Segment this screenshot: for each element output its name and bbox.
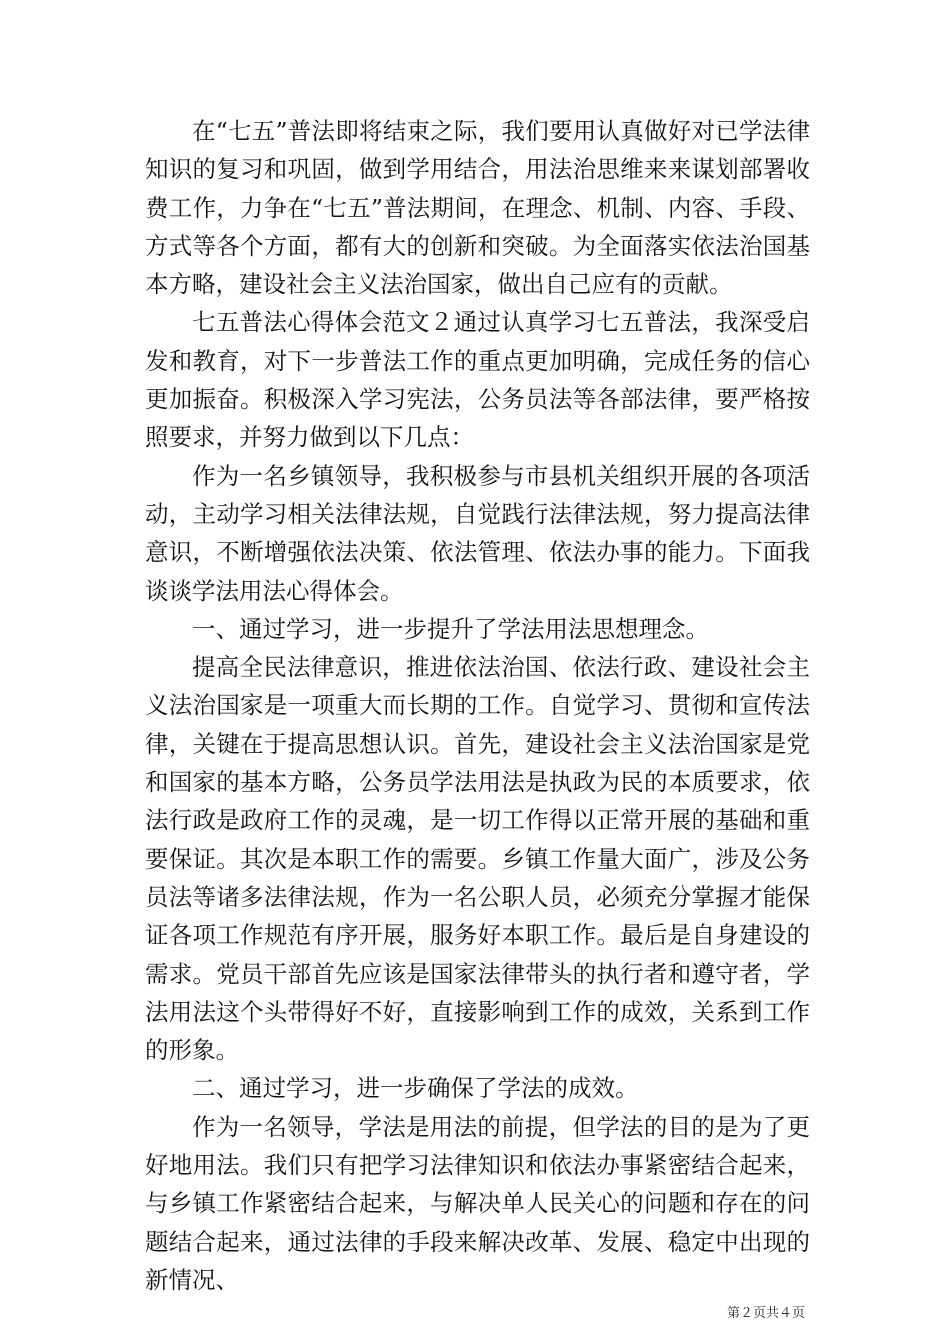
paragraph-2: 七五普法心得体会范文２通过认真学习七五普法，我深受启发和教育，对下一步普法工作的重点更加明确，完成任务的信心更加振奋。积极深入学习宪法，公务员法等各部法律，要严格按照要求，并努力做到以下几点： xyxy=(145,308,810,452)
paragraph-4: 提高全民法律意识，推进依法治国、依法行政、建设社会主义法治国家是一项重大而长期的工作。自觉学习、贯彻和宣传法律，关键在于提高思想认识。首先，建设社会主义法治国家是党和国家的基本方略，公务员学法用法是执政为民的本质要求，依法行政是政府工作的灵魂，是一切工作得以正常开展的基础和重要保证。其次是本职工作的需要。乡镇工作量大面广，涉及公务员法等诸多法律法规，作为一名公职人员，必须充分掌握才能保证各项工作规范有序开展，服务好本职工作。最后是自身建设的需求。党员干部首先应该是国家法律带头的执行者和遵守者，学法用法这个头带得好不好，直接影响到工作的成效，关系到工作的形象。 xyxy=(145,653,810,1065)
paragraph-5: 作为一名领导，学法是用法的前提，但学法的目的是为了更好地用法。我们只有把学习法律知识和依法办事紧密结合起来，与乡镇工作紧密结合起来，与解决单人民关心的问题和存在的问题结合起来，通过法律的手段来解决改革、发展、稳定中出现的新情况、 xyxy=(145,1112,810,1294)
section-heading-2: 二、通过学习，进一步确保了学法的成效。 xyxy=(192,1074,639,1103)
section-heading-1: 一、通过学习，进一步提升了学法用法思想理念。 xyxy=(192,614,709,643)
page-number-footer: 第２页共４页 xyxy=(726,1306,805,1321)
paragraph-1: 在“七五”普法即将结束之际，我们要用认真做好对已学法律知识的复习和巩固，做到学用结合，用法治思维来来谋划部署收费工作，力争在“七五”普法期间，在理念、机制、内容、手段、方式等各个方面，都有大的创新和突破。为全面落实依法治国基本方略，建设社会主义法治国家，做出自己应有的贡献。 xyxy=(145,117,810,299)
document-body xyxy=(145,112,810,1299)
paragraph-3: 作为一名乡镇领导，我积极参与市县机关组织开展的各项活动，主动学习相关法律法规，自觉践行法律法规，努力提高法律意识，不断增强依法决策、依法管理、依法办事的能力。下面我谈谈学法用法心得体会。 xyxy=(145,461,810,605)
